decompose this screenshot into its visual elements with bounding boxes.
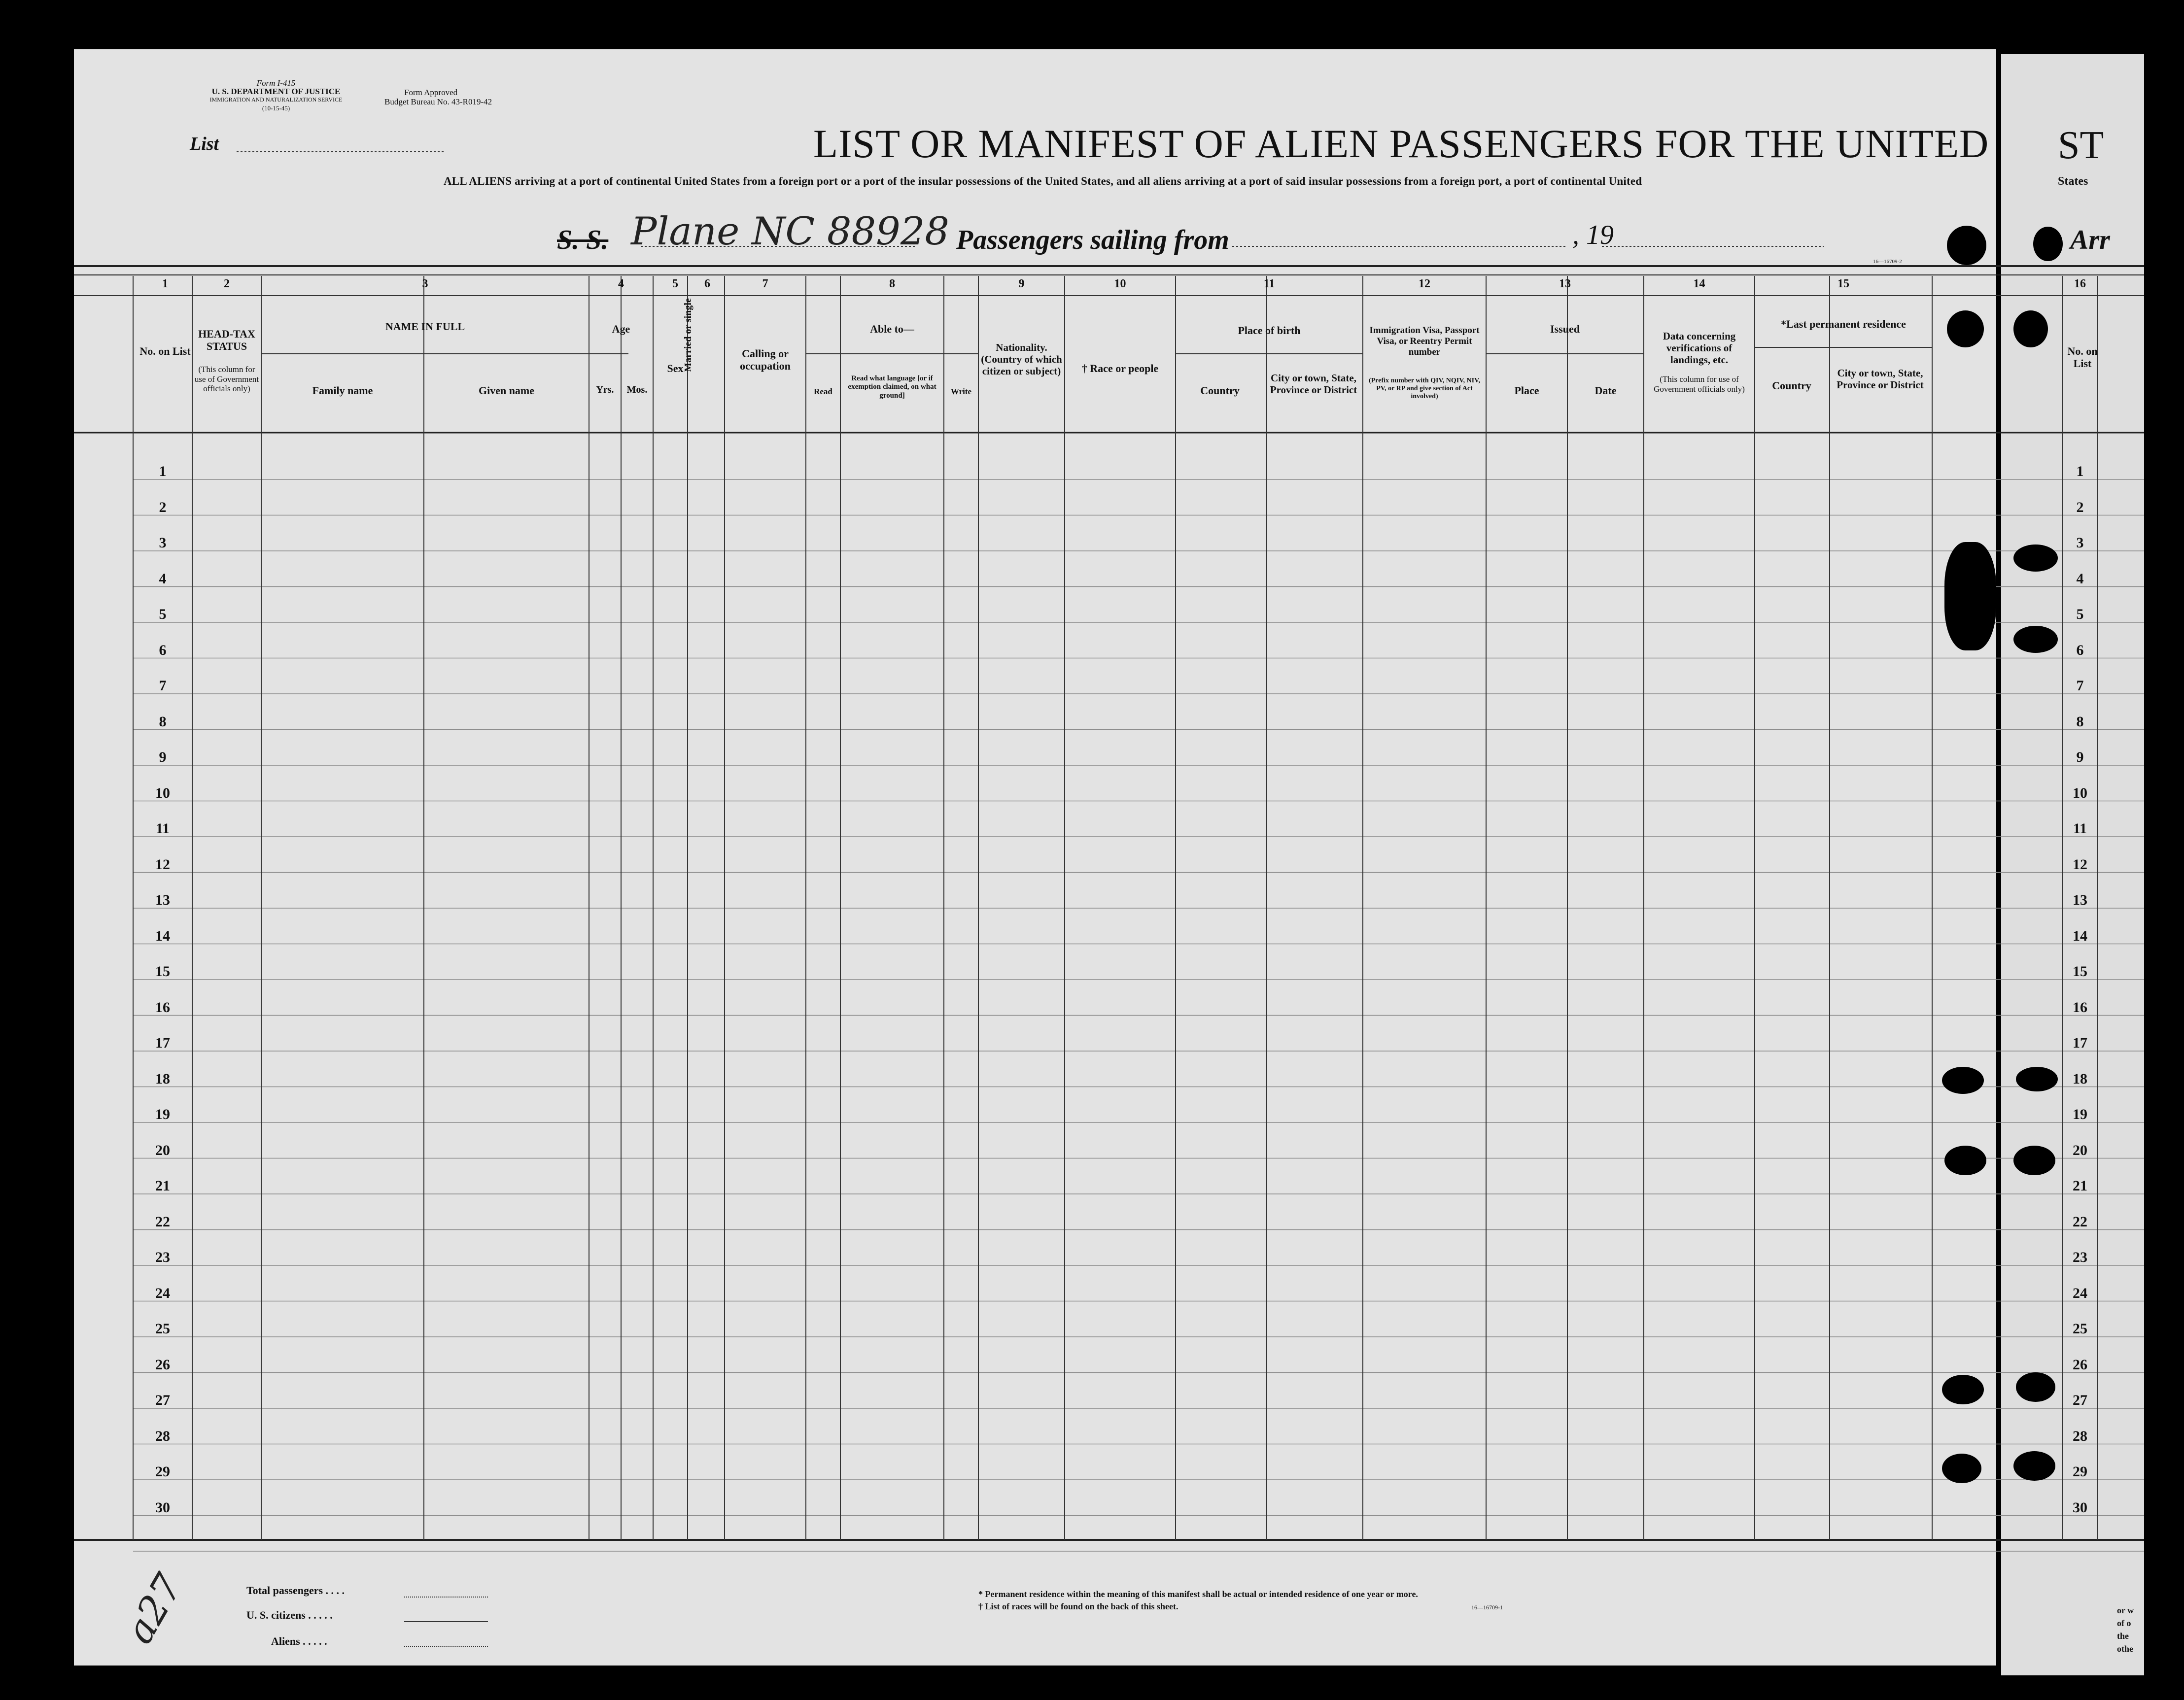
col-3-label: NAME IN FULL xyxy=(385,320,465,333)
page-subtitle-continuation: States xyxy=(2058,175,2088,188)
col-13-label: Issued xyxy=(1550,323,1580,335)
row-number: 23 xyxy=(2073,1249,2087,1265)
row-number: 18 xyxy=(2073,1070,2087,1087)
row-number: 21 xyxy=(2073,1178,2087,1194)
list-label: List xyxy=(190,134,219,154)
row-number: 2 xyxy=(159,499,167,515)
row-number: 21 xyxy=(155,1178,170,1194)
punch-hole xyxy=(2013,1146,2055,1175)
col-13-place: Place xyxy=(1514,384,1539,397)
col-10-num: 10 xyxy=(1114,277,1126,290)
row-number: 10 xyxy=(155,784,170,801)
punch-hole xyxy=(2013,1451,2055,1481)
row-number: 6 xyxy=(2076,642,2084,658)
punch-hole xyxy=(2016,1372,2055,1402)
col-12-note: (Prefix number with QIV, NQIV, NIV, PV, or RP and give section of Act involved) xyxy=(1369,377,1480,401)
row-number: 13 xyxy=(155,892,170,908)
col-14-note: (This column for use of Government officials only) xyxy=(1654,374,1745,394)
col-9-num: 9 xyxy=(1018,277,1025,290)
row-number: 4 xyxy=(159,570,167,587)
punch-hole xyxy=(2013,310,2048,347)
col-15-label: *Last permanent residence xyxy=(1781,318,1906,330)
col-11-num: 11 xyxy=(1263,277,1275,290)
col-8-read: Read xyxy=(814,387,832,396)
col-5-num: 5 xyxy=(672,277,678,290)
row-number: 22 xyxy=(2073,1213,2087,1230)
punch-hole xyxy=(1942,1067,1984,1094)
fragment: the xyxy=(2117,1631,2129,1641)
col-11-country: Country xyxy=(1200,384,1240,397)
row-number: 18 xyxy=(155,1070,170,1087)
col-4-yrs: Yrs. xyxy=(596,384,614,395)
row-number: 12 xyxy=(2073,856,2087,873)
col-12-label: Immigration Visa, Passport Visa, or Reentry Permit number xyxy=(1369,325,1480,357)
aliens-label: Aliens . . . . . xyxy=(271,1635,327,1647)
col-2-note: (This column for use of Government officials only) xyxy=(194,365,259,394)
printer-code: 16—16709-1 xyxy=(1471,1604,1503,1611)
row-number: 22 xyxy=(155,1213,170,1230)
punch-hole xyxy=(1947,310,1984,347)
col-1-label: No. on List xyxy=(139,345,191,357)
row-number: 19 xyxy=(155,1106,170,1122)
row-number: 20 xyxy=(2073,1142,2087,1158)
col-11-label: Place of birth xyxy=(1238,324,1301,337)
punch-hole xyxy=(2033,227,2063,261)
punch-hole xyxy=(2013,544,2058,572)
punch-hole xyxy=(1944,1146,1986,1175)
row-number: 25 xyxy=(155,1321,170,1337)
col-15-city: City or town, State, Province or District xyxy=(1837,367,1924,391)
row-number: 7 xyxy=(159,678,167,694)
col-4-mos: Mos. xyxy=(626,384,648,395)
row-number: 4 xyxy=(2076,570,2084,587)
row-number: 3 xyxy=(2076,535,2084,551)
vessel-prefix: S. S. xyxy=(557,225,609,255)
col-15-country: Country xyxy=(1772,379,1811,392)
footnote-permanent: * Permanent residence within the meaning of this manifest shall be actual or intended residence of one year or more. xyxy=(978,1589,1418,1599)
row-number: 25 xyxy=(2073,1321,2087,1337)
row-number: 20 xyxy=(155,1142,170,1158)
col-1-num: 1 xyxy=(162,277,168,290)
vessel-name: Plane NC 88928 xyxy=(631,209,949,254)
col-4-label: Age xyxy=(612,323,630,335)
row-number: 10 xyxy=(2073,784,2087,801)
col-8-num: 8 xyxy=(889,277,895,290)
col-14-num: 14 xyxy=(1693,277,1705,290)
col-8-language: Read what language [or if exemption claimed, on what ground] xyxy=(848,374,936,400)
row-number: 29 xyxy=(155,1463,170,1480)
row-number: 27 xyxy=(155,1392,170,1408)
form-date: (10-15-45) xyxy=(262,104,290,112)
service: IMMIGRATION AND NATURALIZATION SERVICE xyxy=(209,96,343,103)
row-number: 17 xyxy=(155,1035,170,1051)
row-number: 8 xyxy=(159,713,167,730)
punch-hole xyxy=(1942,1454,1981,1483)
row-number: 28 xyxy=(155,1428,170,1444)
fragment: or w xyxy=(2117,1605,2134,1615)
row-number: 16 xyxy=(2073,999,2087,1016)
col-13-num: 13 xyxy=(1559,277,1571,290)
punch-hole xyxy=(1942,1375,1984,1404)
row-number: 15 xyxy=(155,963,170,980)
row-number: 26 xyxy=(155,1356,170,1373)
row-number: 30 xyxy=(155,1499,170,1516)
total-passengers-label: Total passengers . . . . xyxy=(246,1584,345,1597)
row-number: 12 xyxy=(155,856,170,873)
col-16-num: 16 xyxy=(2074,277,2086,290)
row-number: 14 xyxy=(2073,927,2087,944)
col-15-num: 15 xyxy=(1837,277,1849,290)
row-number: 9 xyxy=(2076,749,2084,765)
col-9-label: Nationality. (Country of which citizen or subject) xyxy=(981,341,1062,377)
col-6-label: Married or single xyxy=(683,298,693,372)
row-number: 9 xyxy=(159,749,167,765)
col-12-num: 12 xyxy=(1419,277,1430,290)
row-number: 1 xyxy=(2076,463,2084,479)
row-number: 1 xyxy=(159,463,167,479)
page-title-continuation: ST xyxy=(2058,124,2104,167)
row-number: 7 xyxy=(2076,678,2084,694)
col-11-city: City or town, State, Province or District xyxy=(1270,372,1357,396)
right-edge-fragments xyxy=(2117,1604,2134,1655)
col-3-family: Family name xyxy=(312,384,373,397)
department: U. S. DEPARTMENT OF JUSTICE xyxy=(211,87,341,96)
row-number: 2 xyxy=(2076,499,2084,515)
row-number: 27 xyxy=(2073,1392,2087,1408)
col-4-num: 4 xyxy=(618,277,624,290)
row-number: 8 xyxy=(2076,713,2084,730)
margin-note: a27 xyxy=(117,1566,192,1651)
row-number: 3 xyxy=(159,535,167,551)
footnote-races: † List of races will be found on the back of this sheet. xyxy=(978,1601,1179,1611)
col-6-num: 6 xyxy=(704,277,710,290)
col-16-label: No. on List xyxy=(2067,345,2098,370)
punch-hole xyxy=(1947,226,1986,265)
col-13-date: Date xyxy=(1595,384,1617,397)
fragment: othe xyxy=(2117,1644,2133,1654)
col-10-label: † Race or people xyxy=(1081,362,1159,374)
row-number: 11 xyxy=(2073,820,2087,837)
punch-hole xyxy=(1944,542,1996,650)
row-number: 29 xyxy=(2073,1463,2087,1480)
arriving-fragment: Arr xyxy=(2070,225,2110,255)
row-number: 6 xyxy=(159,642,167,658)
col-7-label: Calling or occupation xyxy=(740,347,791,373)
col-7-num: 7 xyxy=(762,277,768,290)
year-prefix: , 19 xyxy=(1572,220,1614,250)
printer-code-top: 16—16709-2 xyxy=(1873,259,1902,265)
sailing-from-label: Passengers sailing from xyxy=(956,225,1229,255)
row-number: 28 xyxy=(2073,1428,2087,1444)
col-14-label: Data concerning verifications of landings, etc. xyxy=(1663,330,1736,366)
fragment: of o xyxy=(2117,1618,2131,1628)
us-citizens-line xyxy=(404,1621,488,1622)
row-number: 19 xyxy=(2073,1106,2087,1122)
row-number: 30 xyxy=(2073,1499,2087,1516)
punch-hole xyxy=(2016,1067,2058,1091)
punch-hole xyxy=(2013,626,2058,653)
row-number: 26 xyxy=(2073,1356,2087,1373)
form-approved: Form Approved xyxy=(404,88,458,97)
col-2-num: 2 xyxy=(224,277,230,290)
row-number: 16 xyxy=(155,999,170,1016)
row-number: 13 xyxy=(2073,892,2087,908)
row-number: 24 xyxy=(2073,1285,2087,1301)
col-5-label: Sex xyxy=(667,362,684,374)
row-number: 5 xyxy=(159,606,167,622)
col-8-write: Write xyxy=(950,387,972,396)
row-number: 23 xyxy=(155,1249,170,1265)
col-3-num: 3 xyxy=(422,277,428,290)
col-8-label: Able to— xyxy=(870,323,914,335)
row-number: 17 xyxy=(2073,1035,2087,1051)
row-number: 15 xyxy=(2073,963,2087,980)
row-number: 14 xyxy=(155,927,170,944)
aliens-line xyxy=(404,1646,488,1647)
row-number: 11 xyxy=(155,820,170,837)
total-passengers-line xyxy=(404,1597,488,1598)
col-2-label: HEAD-TAX STATUS xyxy=(198,328,255,353)
page-subtitle: ALL ALIENS arriving at a port of continental United States from a foreign port or a port of the insular possessions of the United States, and all aliens arriving at a port of said insular possessions from a foreign port, a port of continental United xyxy=(444,175,1642,187)
budget-number: Budget Bureau No. 43-R019-42 xyxy=(384,97,492,106)
form-number: Form I-415 xyxy=(256,78,296,88)
page-title: LIST OR MANIFEST OF ALIEN PASSENGERS FOR THE UNITED xyxy=(813,121,1989,166)
row-number: 24 xyxy=(155,1285,170,1301)
us-citizens-label: U. S. citizens . . . . . xyxy=(246,1609,333,1621)
col-3-given: Given name xyxy=(478,384,535,397)
row-number: 5 xyxy=(2076,606,2084,622)
